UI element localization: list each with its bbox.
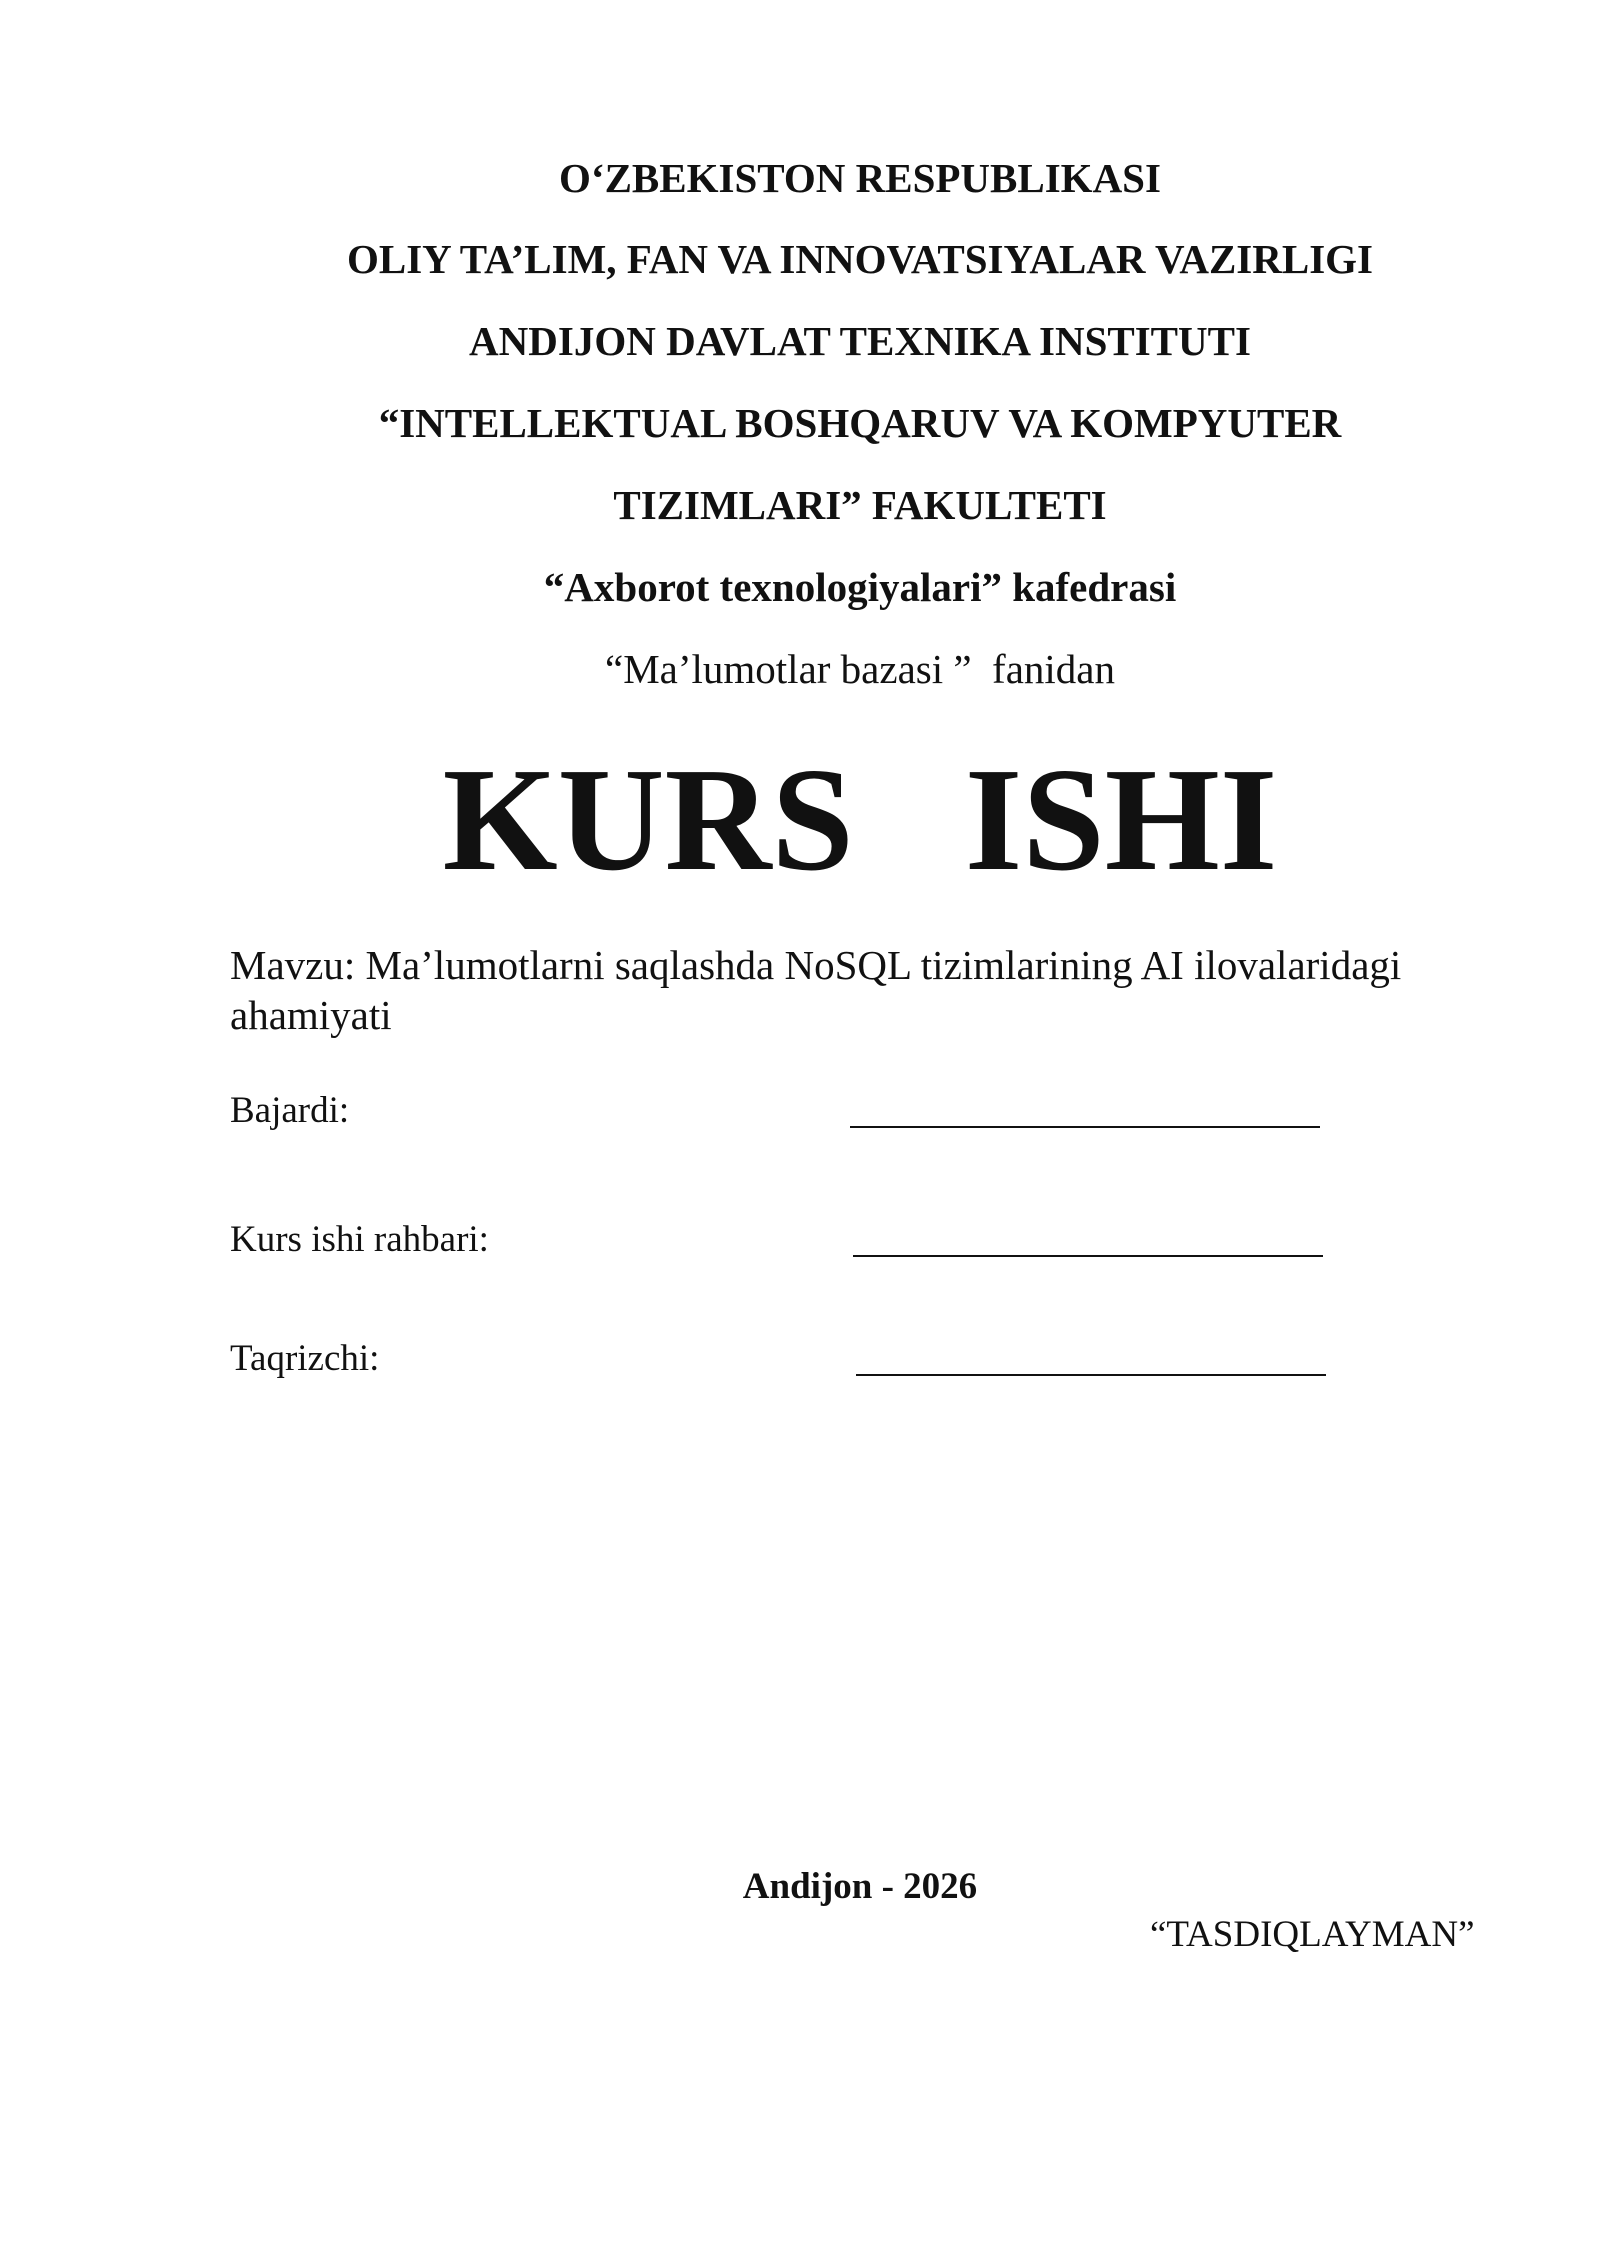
department-heading: “Axborot texnologiyalari” kafedrasi [543,564,1177,610]
republic-heading: O‘ZBEKISTON RESPUBLIKASI [559,155,1161,201]
approval-stamp-text: “TASDIQLAYMAN” [1150,1914,1475,1955]
institute-heading: ANDIJON DAVLAT TEXNIKA INSTITUTI [469,318,1251,364]
faculty-heading-line2: TIZIMLARI” FAKULTETI [613,482,1107,528]
supervisor-signature-line [853,1255,1323,1257]
ministry-heading: OLIY TA’LIM, FAN VA INNOVATSIYALAR VAZIRLIGI [346,236,1374,282]
performed-by-label: Bajardi: [230,1090,350,1131]
supervisor-label: Kurs ishi rahbari: [230,1219,489,1260]
faculty-heading-line1: “INTELLEKTUAL BOSHQARUV VA KOMPYUTER [378,400,1342,446]
topic-text: Mavzu: Ma’lumotlarni saqlashda NoSQL tizimlarining AI ilovalaridagi ahamiyati [230,942,1402,1038]
document-title: KURS ISHI [442,738,1278,902]
reviewer-label: Taqrizchi: [230,1338,380,1379]
reviewer-signature-line [856,1374,1326,1376]
performed-by-signature-line [850,1126,1320,1128]
subject-line: “Ma’lumotlar bazasi ” fanidan [605,646,1115,692]
city-year: Andijon - 2026 [742,1866,978,1907]
